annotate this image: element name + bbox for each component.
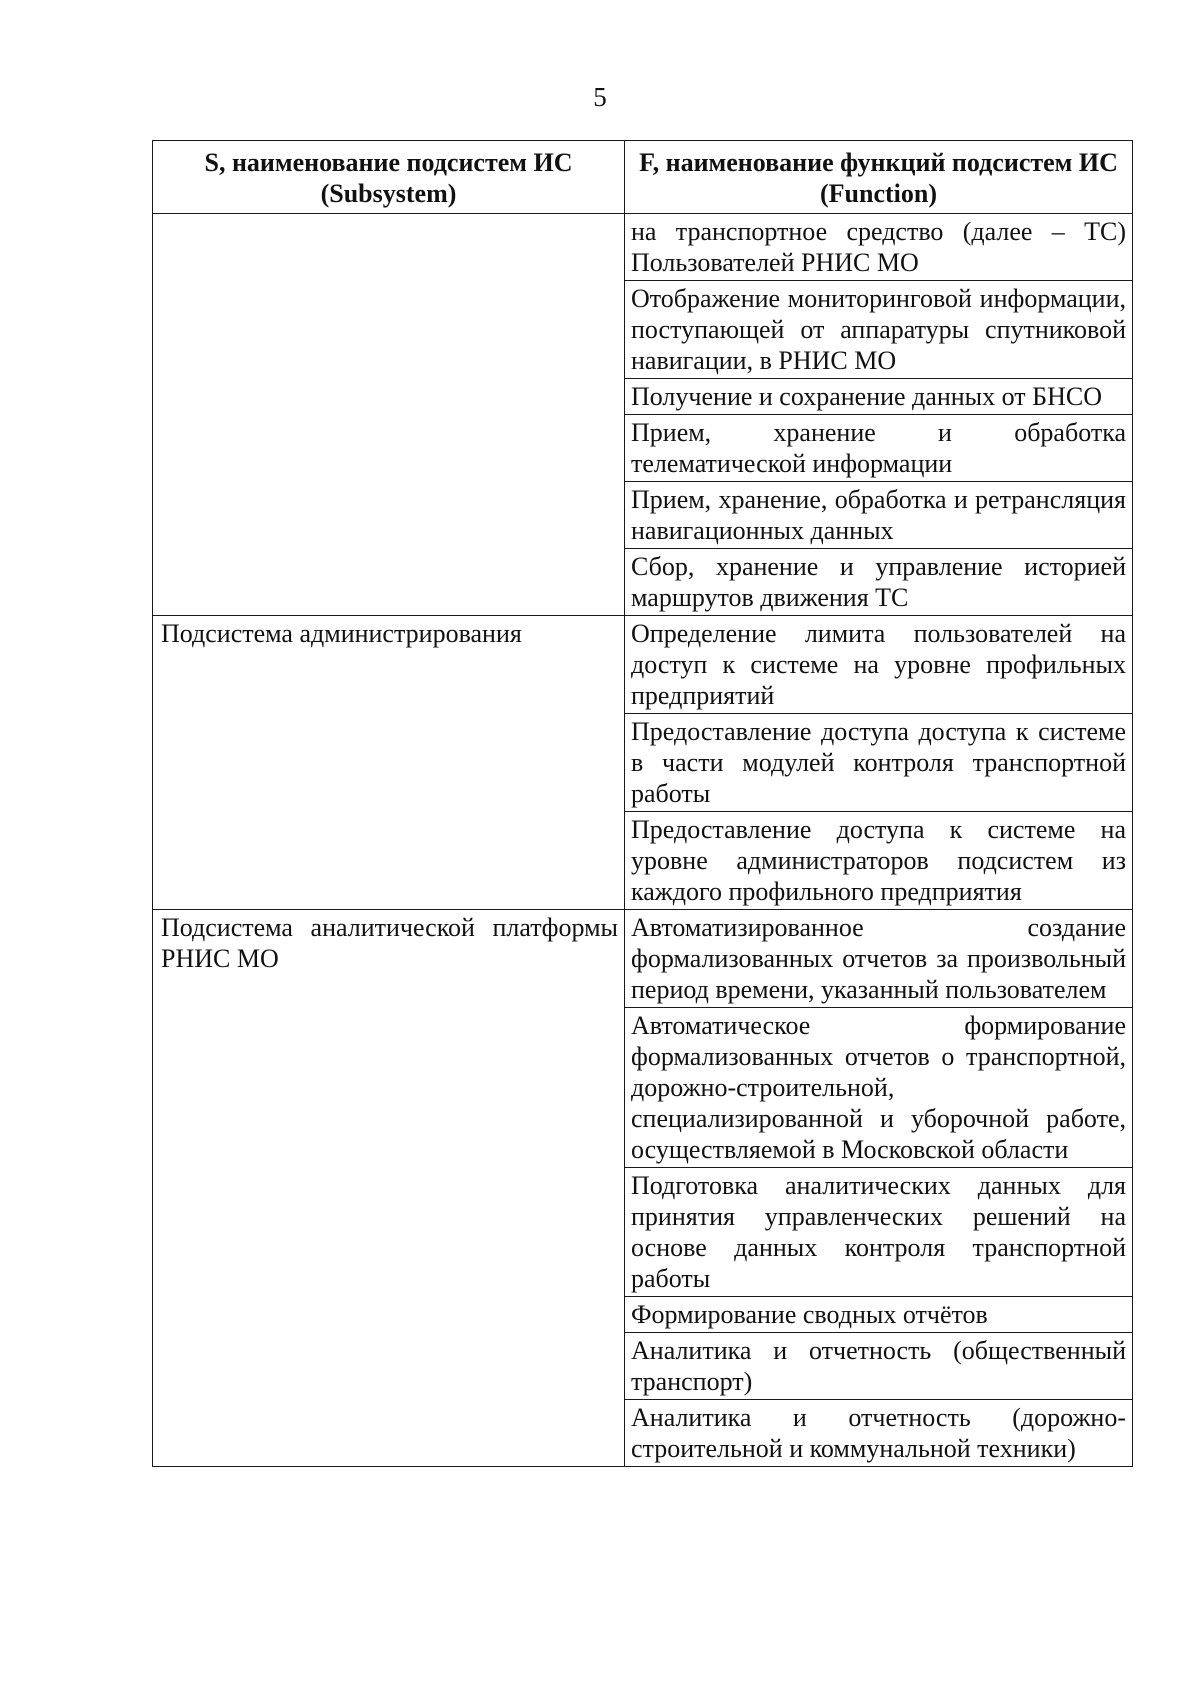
function-cell: Получение и сохранение данных от БНСО [625,379,1133,415]
subsystem-cell: Подсистема администрирования [153,616,625,910]
table-row [153,214,1133,281]
table-row [153,910,1133,1008]
function-cell: Предоставление доступа доступа к системе в части модулей контроля транспортной работы [625,714,1133,812]
function-cell: Предоставление доступа к системе на уровне администраторов подсистем из каждого профильного предприятия [625,812,1133,910]
subsystem-cell: Подсистема аналитической платформы РНИС МО [153,910,625,1467]
header-function: F, наименование функций подсистем ИС (Function) [625,141,1133,214]
header-subsystem: S, наименование подсистем ИС (Subsystem) [153,141,625,214]
function-cell: Прием, хранение, обработка и ретрансляция навигационных данных [625,482,1133,549]
function-cell: Подготовка аналитических данных для принятия управленческих решений на основе данных контроля транспортной работы [625,1168,1133,1297]
table-row [153,616,1133,714]
table-header-row [153,141,1133,214]
function-cell: Сбор, хранение и управление историей маршрутов движения ТС [625,549,1133,616]
subsystem-cell [153,214,625,616]
function-cell: Аналитика и отчетность (дорожно-строительной и коммунальной техники) [625,1400,1133,1467]
function-cell: на транспортное средство (далее – ТС) Пользователей РНИС МО [625,214,1133,281]
function-cell: Автоматизированное создание формализованных отчетов за произвольный период времени, указанный пользователем [625,910,1133,1008]
page-number: 5 [593,82,607,112]
function-cell: Определение лимита пользователей на доступ к системе на уровне профильных предприятий [625,616,1133,714]
function-cell: Прием, хранение и обработка телематической информации [625,415,1133,482]
function-cell: Отображение мониторинговой информации, поступающей от аппаратуры спутниковой навигации, в РНИС МО [625,281,1133,379]
function-cell: Аналитика и отчетность (общественный транспорт) [625,1333,1133,1400]
function-cell: Формирование сводных отчётов [625,1297,1133,1333]
subsystems-functions-table [152,140,1133,1467]
function-cell: Автоматическое формирование формализованных отчетов о транспортной, дорожно-строительной, специализированной и уборочной работе, осуществляемой в Московской области [625,1008,1133,1168]
